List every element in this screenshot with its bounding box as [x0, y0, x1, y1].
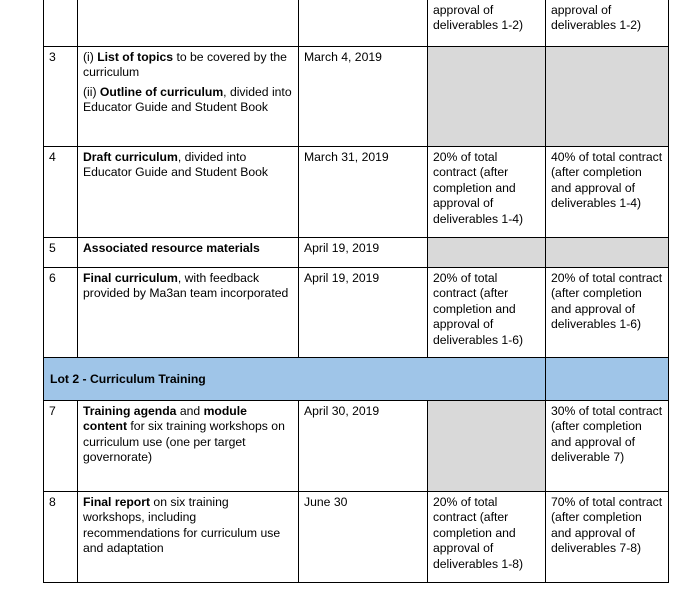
cell-date [299, 0, 428, 47]
cell-payment-lot1: 20% of total contract (after completion and approval of deliverables 1-4) [428, 147, 546, 238]
cell-payment-lot2: 70% of total contract (after completion and approval of deliverables 7-8) [546, 492, 669, 583]
cell-date: March 4, 2019 [299, 47, 428, 147]
table-row [44, 0, 669, 47]
deliverables-table [43, 0, 669, 583]
cell-num: 6 [44, 268, 78, 358]
cell-date: June 30 [299, 492, 428, 583]
lot-header-row [44, 358, 669, 401]
deliverable-part-2: (ii) Outline of curriculum, divided into Educator Guide and Student Book [83, 84, 292, 115]
deliverable-part-1: (i) List of topics to be covered by the curriculum [83, 50, 287, 80]
table-row [44, 492, 669, 583]
cell-num: 4 [44, 147, 78, 238]
cell-payment-lot1: approval of deliverables 1-2) [428, 0, 546, 47]
cell-payment-lot1 [428, 238, 546, 268]
cell-deliverable: Associated resource materials [78, 238, 299, 268]
cell-payment-lot2: approval of deliverables 1-2) [546, 0, 669, 47]
cell-date: April 19, 2019 [299, 268, 428, 358]
table-row [44, 401, 669, 492]
cell-date: March 31, 2019 [299, 147, 428, 238]
cell-num [44, 0, 78, 47]
cell-deliverable [78, 47, 299, 147]
cell-deliverable: Draft curriculum, divided into Educator Guide and Student Book [78, 147, 299, 238]
cell-payment-lot1 [428, 47, 546, 147]
cell-num: 7 [44, 401, 78, 492]
cell-payment-lot1: 20% of total contract (after completion and approval of deliverables 1-6) [428, 268, 546, 358]
cell-date: April 30, 2019 [299, 401, 428, 492]
table-row [44, 147, 669, 238]
cell-payment-lot2: 40% of total contract (after completion and approval of deliverables 1-4) [546, 147, 669, 238]
cell-payment-lot2 [546, 238, 669, 268]
table-row [44, 268, 669, 358]
cell-num: 8 [44, 492, 78, 583]
cell-num: 3 [44, 47, 78, 147]
cell-deliverable: Final curriculum, with feedback provided by Ma3an team incorporated [78, 268, 299, 358]
cell-payment-lot1 [428, 401, 546, 492]
cell-deliverable: Final report on six training workshops, including recommendations for curriculum use and adaptation [78, 492, 299, 583]
lot-title: Lot 2 - Curriculum Training [44, 358, 546, 401]
cell-payment-lot2: 30% of total contract (after completion and approval of deliverable 7) [546, 401, 669, 492]
cell-payment-lot2: 20% of total contract (after completion and approval of deliverables 1-6) [546, 268, 669, 358]
cell-deliverable: Training agenda and module content for six training workshops on curriculum use (one per target governorate) [78, 401, 299, 492]
cell-date: April 19, 2019 [299, 238, 428, 268]
cell-payment-lot1: 20% of total contract (after completion and approval of deliverables 1-8) [428, 492, 546, 583]
cell-deliverable [78, 0, 299, 47]
table-row [44, 47, 669, 147]
lot-title-fill [546, 358, 669, 401]
cell-payment-lot2 [546, 47, 669, 147]
cell-num: 5 [44, 238, 78, 268]
table-row [44, 238, 669, 268]
